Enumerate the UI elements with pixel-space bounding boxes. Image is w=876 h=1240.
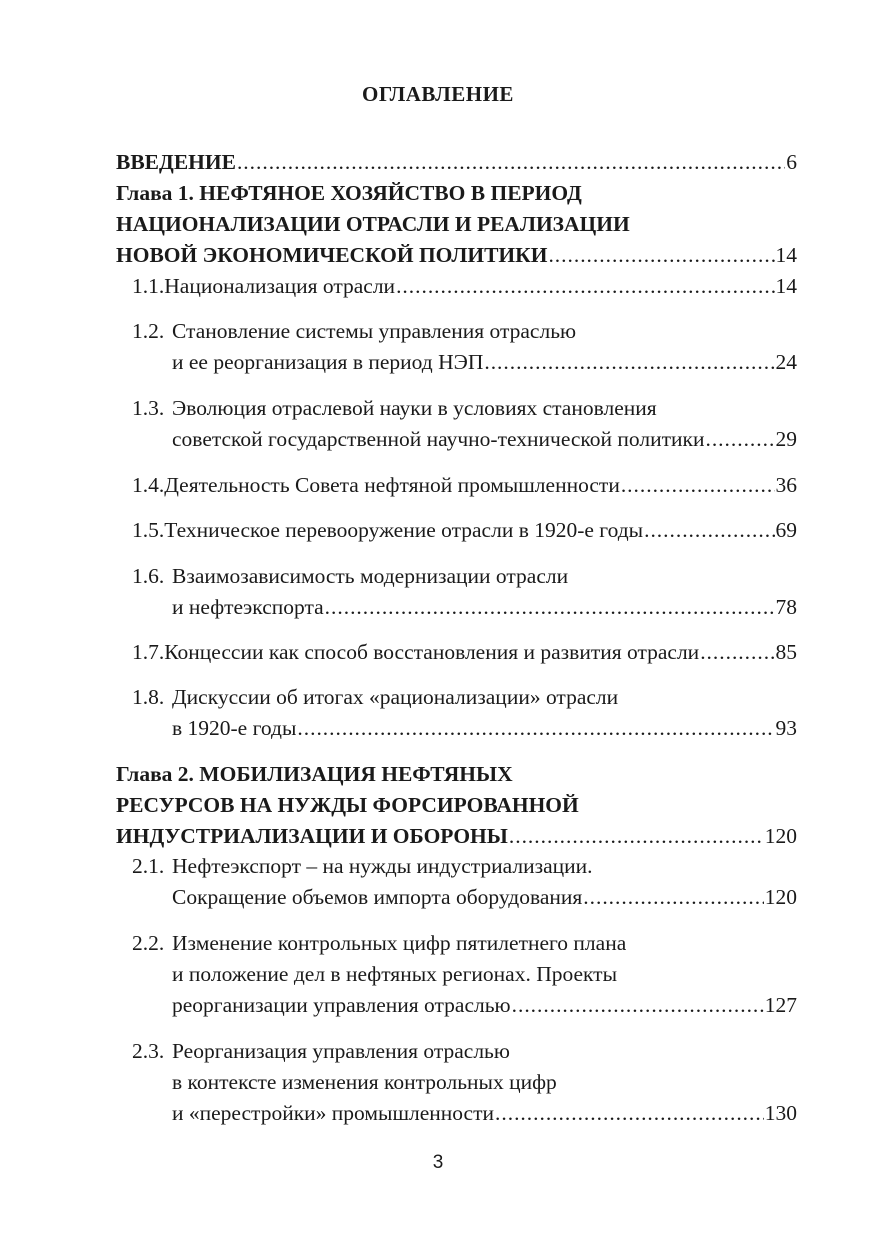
toc-section-1-7[interactable] bbox=[132, 637, 797, 667]
toc-entry-title: реорганизации управления отраслью bbox=[172, 993, 511, 1017]
toc-entry-title: Сокращение объемов импорта оборудования bbox=[172, 885, 583, 909]
toc-section-1-1[interactable] bbox=[132, 271, 797, 301]
toc-section-number: 1.7. bbox=[132, 640, 165, 664]
toc-entry-title: Глава 1. НЕФТЯНОЕ ХОЗЯЙСТВО В ПЕРИОД bbox=[116, 181, 582, 205]
toc-section-number: 2.2. bbox=[132, 931, 165, 955]
dot-leader bbox=[325, 592, 775, 622]
toc-entry-title: в 1920-е годы bbox=[172, 716, 297, 740]
toc-entry-title: и «перестройки» промышленности bbox=[172, 1101, 495, 1125]
toc-section-1-3-line-2[interactable] bbox=[172, 424, 797, 454]
toc-entry-title: ВВЕДЕНИЕ bbox=[116, 150, 236, 174]
toc-entry-title: и положение дел в нефтяных регионах. Проекты bbox=[172, 962, 618, 986]
toc-section-1-2-line-2[interactable] bbox=[172, 347, 797, 377]
dot-leader bbox=[583, 882, 763, 912]
toc-page-number: 36 bbox=[775, 473, 797, 497]
toc-section-number: 1.8. bbox=[132, 685, 165, 709]
toc-section-number: 2.1. bbox=[132, 854, 165, 878]
toc-section-number: 1.1. bbox=[132, 274, 165, 298]
toc-page-number: 120 bbox=[764, 824, 797, 848]
toc-entry-title: ИНДУСТРИАЛИЗАЦИИ И ОБОРОНЫ bbox=[116, 824, 508, 848]
toc-chapter-2-line-2[interactable] bbox=[116, 790, 797, 820]
toc-page-number: 127 bbox=[764, 993, 797, 1017]
toc-chapter-2-line-1[interactable] bbox=[116, 759, 797, 789]
toc-section-1-3-line-1[interactable] bbox=[132, 393, 797, 423]
dot-leader bbox=[509, 821, 764, 851]
toc-entry-title: НОВОЙ ЭКОНОМИЧЕСКОЙ ПОЛИТИКИ bbox=[116, 243, 548, 267]
toc-page-number: 24 bbox=[775, 350, 797, 374]
toc-chapter-1-line-2[interactable] bbox=[116, 209, 797, 239]
dot-leader bbox=[700, 637, 774, 667]
toc-page-number: 85 bbox=[775, 640, 797, 664]
toc-entry-title: Изменение контрольных цифр пятилетнего плана bbox=[172, 931, 627, 955]
toc-entry-title: и ее реорганизация в период НЭП bbox=[172, 350, 484, 374]
toc-entry-title: Техническое перевооружение отрасли в 1920-е годы bbox=[164, 518, 644, 542]
toc-section-2-3-line-3[interactable] bbox=[172, 1098, 797, 1128]
toc-entry-title: Взаимозависимость модернизации отрасли bbox=[172, 564, 569, 588]
toc-page-number: 29 bbox=[775, 427, 797, 451]
toc-chapter-1-line-1[interactable] bbox=[116, 178, 797, 208]
dot-leader bbox=[705, 424, 774, 454]
toc-entry-title: НАЦИОНАЛИЗАЦИИ ОТРАСЛИ И РЕАЛИЗАЦИИ bbox=[116, 212, 630, 236]
toc-section-1-8-line-1[interactable] bbox=[132, 682, 797, 712]
dot-leader bbox=[396, 271, 774, 301]
toc-entry-intro[interactable] bbox=[116, 147, 797, 177]
dot-leader bbox=[297, 713, 774, 743]
toc-entry-title: в контексте изменения контрольных цифр bbox=[172, 1070, 557, 1094]
toc-entry-title: Концессии как способ восстановления и развития отрасли bbox=[164, 640, 700, 664]
toc-section-1-6-line-1[interactable] bbox=[132, 561, 797, 591]
toc-section-2-3-line-1[interactable] bbox=[132, 1036, 797, 1066]
dot-leader bbox=[512, 990, 764, 1020]
dot-leader bbox=[484, 347, 774, 377]
toc-page-number: 14 bbox=[775, 274, 797, 298]
toc-section-number: 1.5. bbox=[132, 518, 165, 542]
toc-entry-title: Реорганизация управления отраслью bbox=[172, 1039, 510, 1063]
dot-leader bbox=[495, 1098, 764, 1128]
toc-section-2-2-line-3[interactable] bbox=[172, 990, 797, 1020]
toc-page-number: 78 bbox=[775, 595, 797, 619]
toc-chapter-1-line-3[interactable] bbox=[116, 240, 797, 270]
toc-chapter-2-line-3[interactable] bbox=[116, 821, 797, 851]
toc-section-number: 1.3. bbox=[132, 396, 165, 420]
toc-section-2-2-line-1[interactable] bbox=[132, 928, 797, 958]
toc-section-1-6-line-2[interactable] bbox=[172, 592, 797, 622]
toc-entry-title: РЕСУРСОВ НА НУЖДЫ ФОРСИРОВАННОЙ bbox=[116, 793, 579, 817]
toc-entry-title: Дискуссии об итогах «рационализации» отрасли bbox=[172, 685, 619, 709]
toc-entry-title: Деятельность Совета нефтяной промышленности bbox=[164, 473, 620, 497]
dot-leader bbox=[548, 240, 774, 270]
toc-section-number: 1.4. bbox=[132, 473, 165, 497]
toc-section-2-2-line-2[interactable] bbox=[172, 959, 797, 989]
toc-section-1-4[interactable] bbox=[132, 470, 797, 500]
toc-entry-title: Становление системы управления отраслью bbox=[172, 319, 577, 343]
toc-section-2-1-line-1[interactable] bbox=[132, 851, 797, 881]
toc-section-number: 1.2. bbox=[132, 319, 165, 343]
toc-entry-title: Глава 2. МОБИЛИЗАЦИЯ НЕФТЯНЫХ bbox=[116, 762, 513, 786]
toc-section-number: 2.3. bbox=[132, 1039, 165, 1063]
toc-page-number: 69 bbox=[775, 518, 797, 542]
toc-section-number: 1.6. bbox=[132, 564, 165, 588]
toc-page-number: 6 bbox=[786, 150, 797, 174]
dot-leader bbox=[621, 470, 775, 500]
page-number: 3 bbox=[432, 1152, 444, 1173]
toc-entry-title: Эволюция отраслевой науки в условиях становления bbox=[172, 396, 657, 420]
dot-leader bbox=[237, 147, 785, 177]
toc-page-number: 14 bbox=[775, 243, 797, 267]
dot-leader bbox=[644, 515, 774, 545]
toc-section-2-3-line-2[interactable] bbox=[172, 1067, 797, 1097]
toc-page-number: 130 bbox=[764, 1101, 797, 1125]
toc-page-number: 93 bbox=[775, 716, 797, 740]
toc-entry-title: советской государственной научно-технической политики bbox=[172, 427, 705, 451]
toc-page-number: 120 bbox=[764, 885, 797, 909]
toc-entry-title: Нефтеэкспорт – на нужды индустриализации. bbox=[172, 854, 593, 878]
toc-section-1-8-line-2[interactable] bbox=[172, 713, 797, 743]
toc-entry-title: и нефтеэкспорта bbox=[172, 595, 324, 619]
toc-section-2-1-line-2[interactable] bbox=[172, 882, 797, 912]
toc-section-1-2-line-1[interactable] bbox=[132, 316, 797, 346]
page-title: ОГЛАВЛЕНИЕ bbox=[362, 82, 514, 106]
toc-section-1-5[interactable] bbox=[132, 515, 797, 545]
toc-entry-title: Национализация отрасли bbox=[164, 274, 396, 298]
